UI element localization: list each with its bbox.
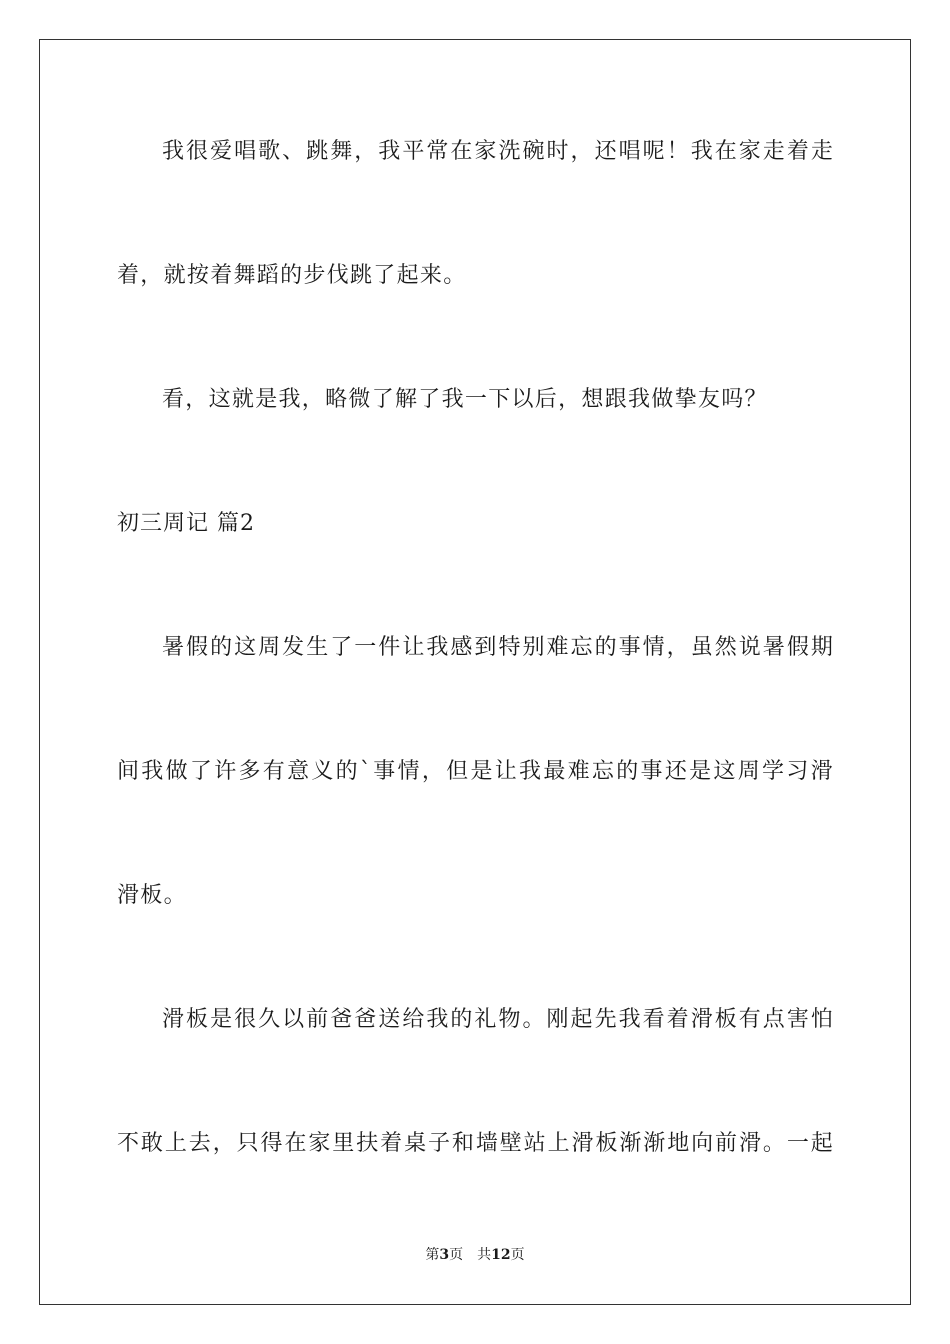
paragraph-3-line-3: 滑板。 xyxy=(117,883,187,908)
paragraph-1-line-1: 我 很 爱 唱 歌 、 跳 舞 ， 我 平 常 在 家 洗 碗 时 ， 还 唱 呢 ！ 我 在 家 走 着 走 xyxy=(162,139,833,164)
paragraph-4-line-2: 不 敢 上 去 ， 只 得 在 家 里 扶 着 桌 子 和 墙 壁 站 上 滑 板 渐 渐 地 向 前 滑 。 一 起 xyxy=(117,1131,833,1156)
current-page-number: 3 xyxy=(439,1247,450,1263)
footer-prefix: 第 xyxy=(425,1247,440,1263)
paragraph-2-line-1: 看，这就是我，略微了解了我一下以后，想跟我做挚友吗？ xyxy=(162,387,768,412)
footer-page-suffix: 页 xyxy=(449,1247,464,1263)
paragraph-1-line-2: 着，就按着舞蹈的步伐跳了起来。 xyxy=(117,263,467,288)
paragraph-4-line-1: 滑 板 是 很 久 以 前 爸 爸 送 给 我 的 礼 物 。 刚 起 先 我 看 着 滑 板 有 点 害 怕 xyxy=(162,1007,833,1032)
footer-total-prefix: 共 xyxy=(477,1247,492,1263)
section-heading: 初三周记 篇2 xyxy=(117,511,255,536)
paragraph-3-line-2: 间 我 做 了 许 多 有 意 义 的 ` 事 情 ， 但 是 让 我 最 难 忘 的 事 还 是 这 周 学 习 滑 xyxy=(117,759,833,784)
page-border xyxy=(39,39,911,1305)
paragraph-3-line-1: 暑 假 的 这 周 发 生 了 一 件 让 我 感 到 特 别 难 忘 的 事 情 ， 虽 然 说 暑 假 期 xyxy=(162,635,833,660)
total-pages-number: 12 xyxy=(491,1247,511,1263)
footer-total-suffix: 页 xyxy=(510,1247,525,1263)
page-footer xyxy=(0,1245,950,1265)
